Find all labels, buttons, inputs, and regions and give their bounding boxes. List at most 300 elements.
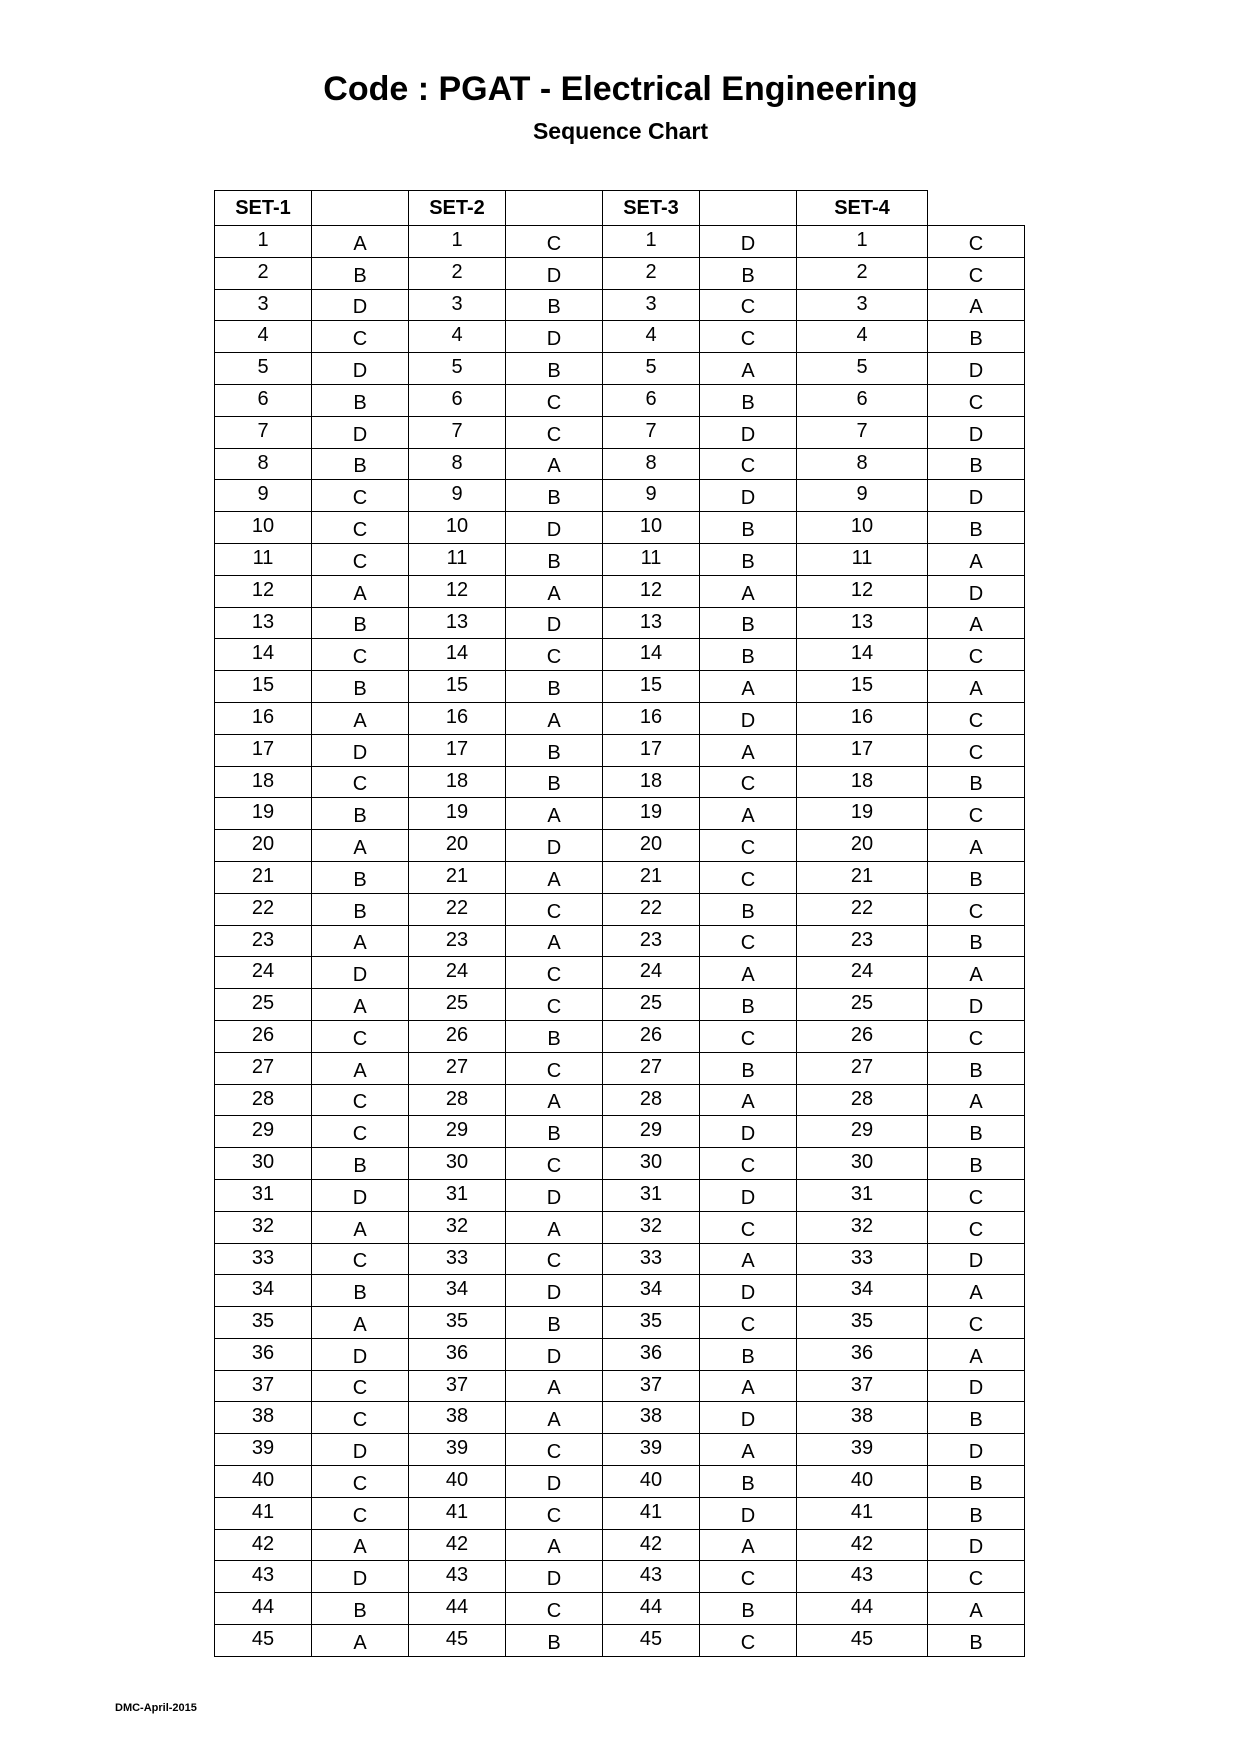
answer-cell: C [312,639,409,671]
table-row [215,321,1025,353]
set-1-header: SET-1 [215,191,312,226]
answer-cell: C [506,384,603,416]
question-number: 34 [215,1275,312,1307]
question-number: 6 [603,384,700,416]
answer-cell: A [928,543,1025,575]
answer-cell: D [312,1338,409,1370]
question-number: 23 [215,925,312,957]
question-number: 17 [215,734,312,766]
question-number: 45 [215,1625,312,1657]
question-number: 28 [603,1084,700,1116]
question-number: 19 [215,798,312,830]
set-3-header: SET-3 [603,191,700,226]
answer-cell: C [312,543,409,575]
answer-cell: D [928,1370,1025,1402]
table-row [215,607,1025,639]
answer-cell: A [700,353,797,385]
question-number: 14 [409,639,506,671]
table-row [215,830,1025,862]
question-number: 16 [603,702,700,734]
answer-cell: B [700,384,797,416]
table-row [215,1148,1025,1180]
answer-cell: C [700,766,797,798]
table-row [215,1529,1025,1561]
answer-cell: B [506,734,603,766]
table-row [215,480,1025,512]
question-number: 5 [797,353,928,385]
answer-cell: D [928,1529,1025,1561]
answer-cell: D [700,1179,797,1211]
question-number: 2 [215,257,312,289]
question-number: 19 [603,798,700,830]
answer-cell: C [928,1179,1025,1211]
question-number: 10 [215,512,312,544]
question-number: 33 [215,1243,312,1275]
answer-cell: C [928,702,1025,734]
question-number: 36 [215,1338,312,1370]
table-row [215,1593,1025,1625]
question-number: 45 [603,1625,700,1657]
answer-cell: C [312,766,409,798]
table-row [215,1084,1025,1116]
answer-cell: B [312,861,409,893]
answer-cell: D [312,289,409,321]
table-row [215,861,1025,893]
answer-cell: A [312,1052,409,1084]
question-number: 42 [215,1529,312,1561]
question-number: 4 [215,321,312,353]
footer-code: DMC-April-2015 [115,1702,197,1714]
question-number: 16 [797,702,928,734]
table-row [215,1466,1025,1498]
sequence-chart-table [214,190,1025,1657]
answer-cell: B [700,512,797,544]
question-number: 26 [215,1020,312,1052]
table-row [215,734,1025,766]
answer-cell: D [928,480,1025,512]
question-number: 36 [409,1338,506,1370]
answer-cell: A [506,1084,603,1116]
answer-cell: C [506,957,603,989]
answer-cell: B [312,798,409,830]
table-row [215,1434,1025,1466]
table-row [215,702,1025,734]
answer-cell: B [312,1593,409,1625]
answer-cell: B [506,671,603,703]
table-row [215,1370,1025,1402]
question-number: 3 [215,289,312,321]
question-number: 25 [409,989,506,1021]
question-number: 43 [797,1561,928,1593]
answer-cell: B [928,1497,1025,1529]
answer-cell: B [700,1593,797,1625]
table-row [215,1625,1025,1657]
question-number: 13 [215,607,312,639]
answer-cell: C [928,257,1025,289]
answer-cell: A [928,289,1025,321]
answer-cell: D [928,1243,1025,1275]
answer-cell: C [506,893,603,925]
answer-cell: C [928,734,1025,766]
answer-cell: B [928,1116,1025,1148]
question-number: 44 [409,1593,506,1625]
question-number: 37 [603,1370,700,1402]
table-row [215,957,1025,989]
question-number: 38 [797,1402,928,1434]
answer-cell: D [506,1561,603,1593]
question-number: 20 [797,830,928,862]
question-number: 7 [797,416,928,448]
answer-cell: A [928,1338,1025,1370]
question-number: 4 [797,321,928,353]
question-number: 32 [603,1211,700,1243]
answer-cell: B [928,321,1025,353]
question-number: 9 [215,480,312,512]
question-number: 37 [409,1370,506,1402]
question-number: 32 [797,1211,928,1243]
table-row [215,1020,1025,1052]
answer-cell: B [928,1052,1025,1084]
question-number: 40 [797,1466,928,1498]
question-number: 1 [603,226,700,258]
question-number: 42 [409,1529,506,1561]
answer-cell: C [928,893,1025,925]
question-number: 42 [603,1529,700,1561]
answer-cell: A [312,1625,409,1657]
question-number: 4 [603,321,700,353]
answer-cell: C [928,384,1025,416]
answer-cell: A [700,798,797,830]
question-number: 10 [797,512,928,544]
answer-cell: C [312,512,409,544]
question-number: 15 [797,671,928,703]
question-number: 7 [603,416,700,448]
question-number: 9 [603,480,700,512]
question-number: 30 [797,1148,928,1180]
answer-cell: A [700,575,797,607]
answer-cell: B [312,1275,409,1307]
table-row [215,1307,1025,1339]
answer-cell: D [506,512,603,544]
answer-cell: C [928,1211,1025,1243]
question-number: 45 [409,1625,506,1657]
question-number: 17 [797,734,928,766]
question-number: 28 [409,1084,506,1116]
table-row [215,575,1025,607]
answer-cell: A [928,671,1025,703]
table-row [215,1243,1025,1275]
answer-cell: B [312,257,409,289]
question-number: 18 [603,766,700,798]
table-row [215,543,1025,575]
answer-cell: B [506,1116,603,1148]
table-row [215,925,1025,957]
answer-cell: B [928,1148,1025,1180]
answer-cell: B [700,639,797,671]
answer-cell: D [312,957,409,989]
set-2-header: SET-2 [409,191,506,226]
question-number: 16 [409,702,506,734]
question-number: 13 [797,607,928,639]
answer-cell: B [700,1466,797,1498]
answer-cell: C [700,1020,797,1052]
table-row [215,671,1025,703]
answer-cell: D [506,830,603,862]
question-number: 31 [603,1179,700,1211]
answer-cell: D [312,1434,409,1466]
question-number: 3 [797,289,928,321]
question-number: 18 [409,766,506,798]
question-number: 34 [603,1275,700,1307]
answer-cell: D [312,353,409,385]
question-number: 26 [603,1020,700,1052]
answer-cell: C [506,416,603,448]
answer-cell: A [700,671,797,703]
answer-cell: A [928,607,1025,639]
question-number: 11 [603,543,700,575]
question-number: 41 [409,1497,506,1529]
question-number: 25 [215,989,312,1021]
question-number: 38 [409,1402,506,1434]
answer-cell: C [312,1466,409,1498]
answer-cell: A [700,1243,797,1275]
answer-cell: C [312,321,409,353]
question-number: 23 [797,925,928,957]
question-number: 39 [215,1434,312,1466]
answer-cell: C [506,639,603,671]
answer-cell: C [506,226,603,258]
question-number: 19 [797,798,928,830]
question-number: 27 [603,1052,700,1084]
question-number: 38 [215,1402,312,1434]
answer-cell: A [928,830,1025,862]
question-number: 33 [409,1243,506,1275]
answer-cell: D [700,1116,797,1148]
answer-cell: C [700,289,797,321]
answer-cell: C [312,1020,409,1052]
answer-cell: B [506,766,603,798]
question-number: 18 [797,766,928,798]
answer-cell: D [700,1402,797,1434]
question-number: 2 [603,257,700,289]
answer-cell: A [700,1529,797,1561]
question-number: 14 [797,639,928,671]
question-number: 8 [215,448,312,480]
answer-cell: B [506,1020,603,1052]
question-number: 14 [603,639,700,671]
answer-cell: D [312,734,409,766]
question-number: 23 [603,925,700,957]
answer-cell: D [700,480,797,512]
answer-cell: C [700,830,797,862]
answer-cell: C [506,989,603,1021]
answer-cell: A [312,830,409,862]
answer-cell: A [506,575,603,607]
question-number: 41 [215,1497,312,1529]
table-row [215,384,1025,416]
question-number: 20 [215,830,312,862]
question-number: 5 [409,353,506,385]
question-number: 20 [409,830,506,862]
question-number: 30 [409,1148,506,1180]
answer-cell: D [506,1338,603,1370]
table-row [215,1179,1025,1211]
question-number: 40 [215,1466,312,1498]
answer-cell: C [312,480,409,512]
answer-cell: A [700,734,797,766]
answer-cell: B [312,607,409,639]
answer-cell: C [506,1052,603,1084]
answer-cell: A [506,798,603,830]
answer-cell: C [506,1434,603,1466]
answer-cell: B [928,448,1025,480]
answer-cell: D [506,1466,603,1498]
answer-cell: B [928,861,1025,893]
answer-cell: D [312,1179,409,1211]
answer-cell: C [312,1116,409,1148]
answer-cell: B [700,543,797,575]
answer-cell: B [506,543,603,575]
question-number: 35 [797,1307,928,1339]
answer-cell: C [700,925,797,957]
answer-cell: C [700,448,797,480]
question-number: 17 [603,734,700,766]
question-number: 21 [603,861,700,893]
question-number: 14 [215,639,312,671]
question-number: 33 [603,1243,700,1275]
answer-cell: C [700,1148,797,1180]
table-row [215,416,1025,448]
table-body [215,226,1025,1657]
question-number: 36 [603,1338,700,1370]
set-2-answer-header [506,191,603,226]
question-number: 24 [797,957,928,989]
answer-cell: D [506,1179,603,1211]
answer-cell: B [312,448,409,480]
answer-cell: D [506,321,603,353]
question-number: 27 [797,1052,928,1084]
answer-cell: C [928,1307,1025,1339]
question-number: 17 [409,734,506,766]
answer-cell: B [700,1052,797,1084]
question-number: 35 [603,1307,700,1339]
question-number: 37 [797,1370,928,1402]
answer-cell: B [928,925,1025,957]
answer-cell: B [700,257,797,289]
answer-cell: A [506,702,603,734]
question-number: 15 [409,671,506,703]
question-number: 35 [215,1307,312,1339]
answer-cell: A [312,702,409,734]
question-number: 12 [603,575,700,607]
question-number: 6 [797,384,928,416]
answer-cell: D [506,1275,603,1307]
question-number: 8 [603,448,700,480]
question-number: 29 [215,1116,312,1148]
question-number: 29 [797,1116,928,1148]
question-number: 43 [603,1561,700,1593]
table-row [215,257,1025,289]
question-number: 16 [215,702,312,734]
answer-cell: C [506,1148,603,1180]
answer-cell: D [700,1497,797,1529]
answer-cell: B [928,1466,1025,1498]
question-number: 43 [215,1561,312,1593]
table-row [215,1338,1025,1370]
answer-cell: C [700,1211,797,1243]
answer-cell: A [928,1275,1025,1307]
question-number: 30 [603,1148,700,1180]
answer-cell: C [700,861,797,893]
question-number: 5 [603,353,700,385]
question-number: 21 [797,861,928,893]
question-number: 38 [603,1402,700,1434]
question-number: 32 [409,1211,506,1243]
table-row [215,1116,1025,1148]
answer-cell: C [700,1307,797,1339]
question-number: 37 [215,1370,312,1402]
page-subtitle: Sequence Chart [532,118,709,144]
question-number: 12 [797,575,928,607]
answer-cell: A [506,1370,603,1402]
set-4-answer-header [928,191,1025,226]
question-number: 23 [409,925,506,957]
answer-cell: B [928,766,1025,798]
question-number: 26 [409,1020,506,1052]
question-number: 26 [797,1020,928,1052]
answer-cell: D [928,353,1025,385]
answer-cell: D [928,575,1025,607]
answer-cell: B [928,512,1025,544]
question-number: 8 [797,448,928,480]
answer-cell: A [928,957,1025,989]
question-number: 25 [603,989,700,1021]
question-number: 41 [603,1497,700,1529]
answer-cell: C [312,1497,409,1529]
answer-cell: B [312,1148,409,1180]
answer-cell: A [700,1370,797,1402]
table-row [215,289,1025,321]
set-4-header: SET-4 [797,191,928,226]
answer-cell: C [700,1625,797,1657]
answer-cell: A [506,448,603,480]
question-number: 43 [409,1561,506,1593]
question-number: 4 [409,321,506,353]
question-number: 42 [797,1529,928,1561]
question-number: 31 [215,1179,312,1211]
table-row [215,226,1025,258]
question-number: 39 [797,1434,928,1466]
question-number: 29 [603,1116,700,1148]
answer-cell: D [928,416,1025,448]
question-number: 34 [797,1275,928,1307]
answer-cell: A [312,575,409,607]
answer-cell: C [700,1561,797,1593]
table-header-row [215,191,1025,226]
question-number: 39 [603,1434,700,1466]
answer-cell: D [506,257,603,289]
answer-cell: A [312,226,409,258]
answer-cell: D [928,1434,1025,1466]
answer-cell: B [506,480,603,512]
question-number: 11 [215,543,312,575]
question-number: 39 [409,1434,506,1466]
question-number: 41 [797,1497,928,1529]
answer-cell: D [312,1561,409,1593]
question-number: 7 [215,416,312,448]
answer-cell: B [506,1625,603,1657]
answer-cell: B [700,1338,797,1370]
